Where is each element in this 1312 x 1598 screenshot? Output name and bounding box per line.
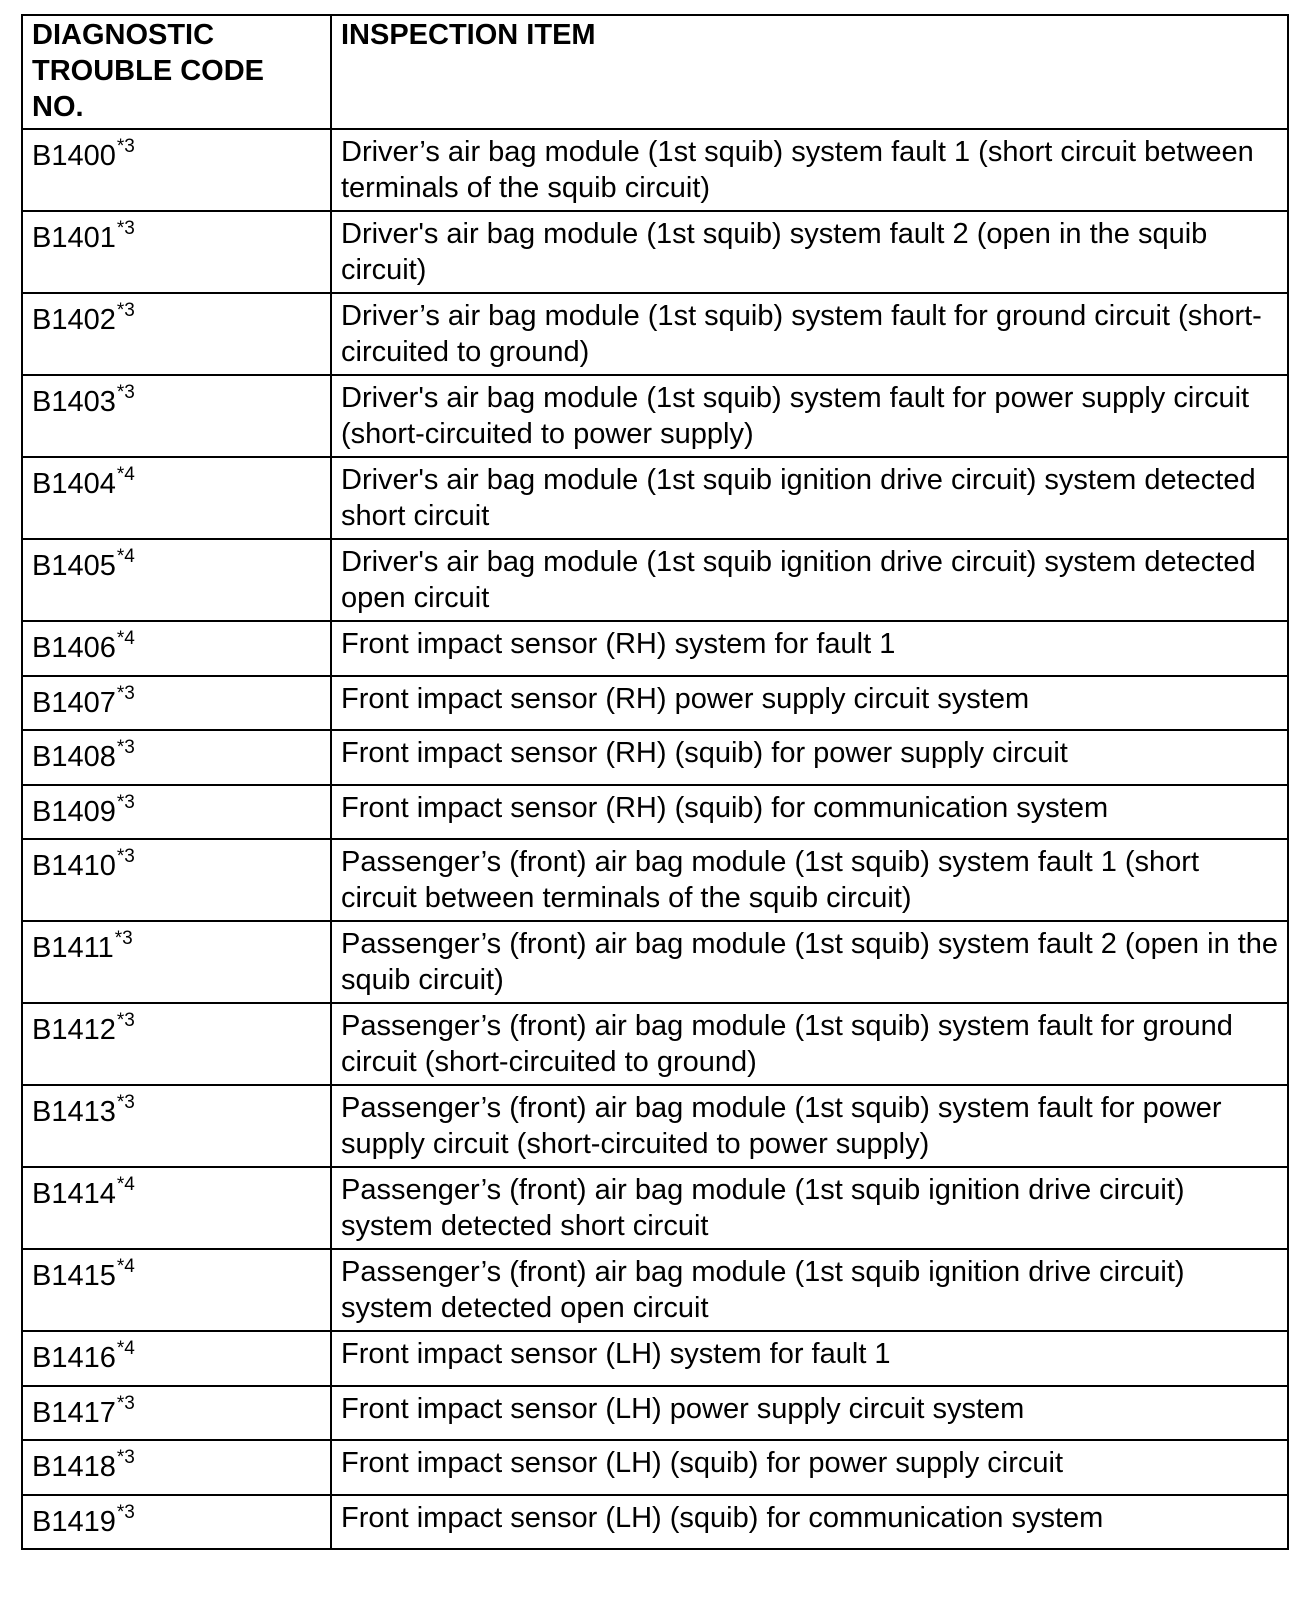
inspection-item: Driver's air bag module (1st squib) system fault 2 (open in the squib circuit) <box>341 218 1208 286</box>
dtc-code: B1414 <box>32 1178 116 1210</box>
footnote-marker: *3 <box>116 218 135 239</box>
dtc-code: B1416 <box>32 1342 116 1374</box>
table-row <box>22 621 1288 676</box>
dtc-code-cell <box>22 1167 331 1249</box>
table-row <box>22 1167 1288 1249</box>
table-row <box>22 921 1288 1003</box>
inspection-item: Front impact sensor (LH) system for fault 1 <box>341 1338 891 1370</box>
inspection-item-cell <box>331 1495 1288 1550</box>
table-row <box>22 1003 1288 1085</box>
table-row <box>22 1331 1288 1386</box>
inspection-item-cell <box>331 839 1288 921</box>
dtc-code-cell <box>22 1331 331 1386</box>
table-row <box>22 1249 1288 1331</box>
footnote-marker: *4 <box>116 464 135 485</box>
inspection-item: Passenger’s (front) air bag module (1st squib) system fault 2 (open in the squib circuit) <box>341 928 1279 996</box>
dtc-code-cell <box>22 730 331 785</box>
inspection-item-cell <box>331 621 1288 676</box>
dtc-code: B1403 <box>32 386 116 418</box>
dtc-code: B1401 <box>32 222 116 254</box>
dtc-code: B1419 <box>32 1505 116 1538</box>
table-row <box>22 730 1288 785</box>
dtc-code-cell <box>22 293 331 375</box>
inspection-item-cell <box>331 539 1288 621</box>
inspection-item-cell <box>331 1167 1288 1249</box>
footnote-marker: *4 <box>116 1174 135 1195</box>
header-code-label: DIAGNOSTIC TROUBLE CODE NO. <box>32 19 264 123</box>
table-row <box>22 457 1288 539</box>
footnote-marker: *3 <box>116 1392 135 1414</box>
table-row <box>22 293 1288 375</box>
inspection-item: Front impact sensor (LH) power supply circuit system <box>341 1392 1025 1425</box>
inspection-item: Driver's air bag module (1st squib) system fault for power supply circuit (short-circuited to power supply) <box>341 382 1250 450</box>
table-row <box>22 129 1288 211</box>
footnote-marker: *3 <box>116 846 135 867</box>
table-row <box>22 839 1288 921</box>
dtc-code: B1402 <box>32 304 116 336</box>
dtc-code-cell <box>22 621 331 676</box>
table-row <box>22 211 1288 293</box>
dtc-code: B1405 <box>32 550 116 582</box>
table-row <box>22 785 1288 840</box>
header-code <box>22 15 331 129</box>
footnote-marker: *3 <box>116 136 135 157</box>
table-row <box>22 1495 1288 1550</box>
footnote-marker: *3 <box>116 737 135 758</box>
inspection-item-cell <box>331 1003 1288 1085</box>
dtc-code-cell <box>22 539 331 621</box>
footnote-marker: *3 <box>116 1501 135 1523</box>
footnote-marker: *3 <box>116 1092 135 1113</box>
dtc-code-cell <box>22 921 331 1003</box>
inspection-item: Front impact sensor (RH) power supply circuit system <box>341 682 1030 715</box>
header-item-label: INSPECTION ITEM <box>341 19 596 51</box>
dtc-code: B1400 <box>32 140 116 172</box>
table-row <box>22 1085 1288 1167</box>
inspection-item-cell <box>331 1249 1288 1331</box>
dtc-code-cell <box>22 676 331 731</box>
inspection-item-cell <box>331 676 1288 731</box>
dtc-code: B1406 <box>32 632 116 664</box>
inspection-item: Driver’s air bag module (1st squib) system fault 1 (short circuit between terminals of the squib circuit) <box>341 136 1254 204</box>
footnote-marker: *3 <box>116 1447 135 1468</box>
inspection-item: Front impact sensor (LH) (squib) for power supply circuit <box>341 1447 1064 1479</box>
dtc-code: B1404 <box>32 468 116 500</box>
table-row <box>22 1440 1288 1495</box>
dtc-code-cell <box>22 375 331 457</box>
dtc-code-cell <box>22 129 331 211</box>
inspection-item: Passenger’s (front) air bag module (1st squib ignition drive circuit) system detected short circuit <box>341 1174 1185 1242</box>
dtc-code-cell <box>22 1495 331 1550</box>
dtc-code: B1410 <box>32 850 116 882</box>
table-header <box>22 15 1288 129</box>
dtc-code: B1417 <box>32 1396 116 1429</box>
footnote-marker: *4 <box>116 628 135 649</box>
dtc-code: B1409 <box>32 795 116 828</box>
inspection-item-cell <box>331 1440 1288 1495</box>
inspection-item: Front impact sensor (LH) (squib) for communication system <box>341 1501 1104 1534</box>
inspection-item-cell <box>331 293 1288 375</box>
header-row <box>22 15 1288 129</box>
inspection-item-cell <box>331 375 1288 457</box>
dtc-code-cell <box>22 785 331 840</box>
footnote-marker: *3 <box>116 300 135 321</box>
dtc-code-cell <box>22 1249 331 1331</box>
table-row <box>22 1386 1288 1441</box>
dtc-code-cell <box>22 1386 331 1441</box>
inspection-item: Driver's air bag module (1st squib ignition drive circuit) system detected short circuit <box>341 464 1256 532</box>
table-row <box>22 539 1288 621</box>
dtc-code-cell <box>22 211 331 293</box>
footnote-marker: *3 <box>116 382 135 403</box>
footnote-marker: *3 <box>116 1010 135 1031</box>
footnote-marker: *3 <box>114 928 133 949</box>
inspection-item: Passenger’s (front) air bag module (1st squib) system fault 1 (short circuit between terminals of the squib circuit) <box>341 846 1200 914</box>
dtc-code: B1418 <box>32 1451 116 1483</box>
table-row <box>22 676 1288 731</box>
footnote-marker: *4 <box>116 1338 135 1359</box>
footnote-marker: *3 <box>116 682 135 704</box>
inspection-item: Driver's air bag module (1st squib ignition drive circuit) system detected open circuit <box>341 546 1256 614</box>
dtc-code-cell <box>22 1440 331 1495</box>
header-item <box>331 15 1288 129</box>
dtc-code-cell <box>22 839 331 921</box>
inspection-item-cell <box>331 1331 1288 1386</box>
inspection-item: Front impact sensor (RH) system for fault 1 <box>341 628 896 660</box>
table-row <box>22 375 1288 457</box>
table-body <box>22 129 1288 1549</box>
dtc-code-cell <box>22 1085 331 1167</box>
dtc-code-cell <box>22 1003 331 1085</box>
inspection-item-cell <box>331 730 1288 785</box>
dtc-code: B1413 <box>32 1096 116 1128</box>
footnote-marker: *4 <box>116 546 135 567</box>
inspection-item-cell <box>331 457 1288 539</box>
inspection-item: Driver’s air bag module (1st squib) system fault for ground circuit (short-circuited to ground) <box>341 300 1262 368</box>
dtc-code: B1407 <box>32 686 116 719</box>
inspection-item-cell <box>331 921 1288 1003</box>
dtc-code: B1408 <box>32 741 116 773</box>
dtc-table <box>21 14 1289 1550</box>
dtc-code: B1415 <box>32 1260 116 1292</box>
inspection-item: Passenger’s (front) air bag module (1st squib) system fault for ground circuit (short-circuited to ground) <box>341 1010 1233 1078</box>
inspection-item-cell <box>331 1386 1288 1441</box>
footnote-marker: *4 <box>116 1256 135 1277</box>
inspection-item: Passenger’s (front) air bag module (1st squib) system fault for power supply circuit (short-circuited to power supply) <box>341 1092 1222 1160</box>
inspection-item-cell <box>331 129 1288 211</box>
inspection-item-cell <box>331 211 1288 293</box>
inspection-item: Front impact sensor (RH) (squib) for power supply circuit <box>341 737 1068 769</box>
footnote-marker: *3 <box>116 791 135 813</box>
dtc-code-cell <box>22 457 331 539</box>
dtc-code: B1412 <box>32 1014 116 1046</box>
inspection-item-cell <box>331 785 1288 840</box>
inspection-item-cell <box>331 1085 1288 1167</box>
inspection-item: Front impact sensor (RH) (squib) for communication system <box>341 791 1109 824</box>
dtc-code: B1411 <box>32 932 114 964</box>
inspection-item: Passenger’s (front) air bag module (1st squib ignition drive circuit) system detected open circuit <box>341 1256 1185 1324</box>
